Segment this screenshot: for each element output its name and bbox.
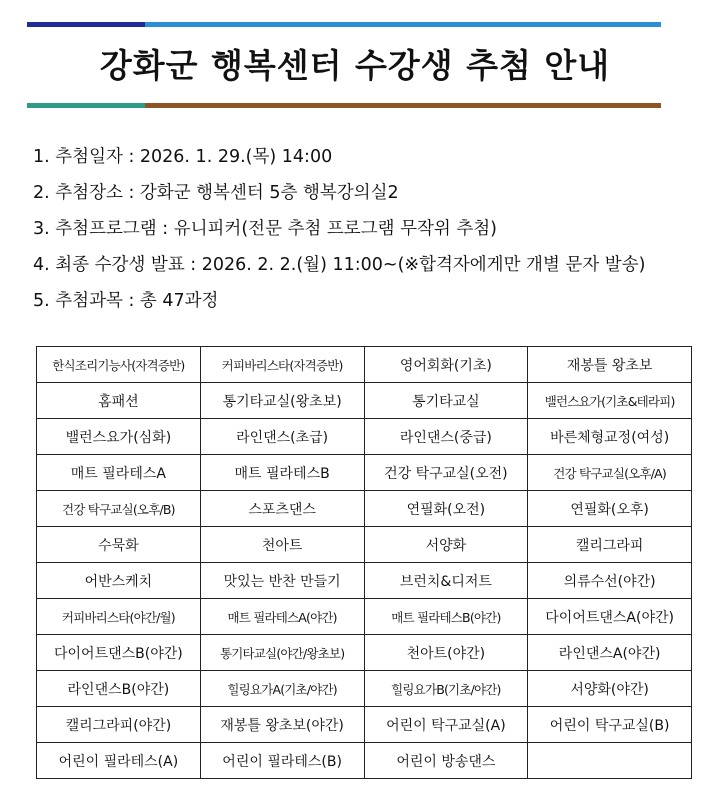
course-cell: 스포츠댄스 — [200, 491, 364, 527]
course-cell: 매트 필라테스A — [37, 455, 201, 491]
course-cell: 라인댄스A(야간) — [528, 635, 692, 671]
course-cell: 천아트 — [200, 527, 364, 563]
info-item-date: 1. 추첨일자 : 2026. 1. 29.(목) 14:00 — [33, 147, 333, 167]
course-cell: 건강 탁구교실(오후/B) — [37, 491, 201, 527]
course-cell: 영어회화(기초) — [364, 347, 528, 383]
course-cell: 캘리그라피 — [528, 527, 692, 563]
info-item-place: 2. 추첨장소 : 강화군 행복센터 5층 행복강의실2 — [33, 183, 399, 203]
course-cell: 라인댄스(초급) — [200, 419, 364, 455]
table-row — [37, 491, 692, 527]
table-row — [37, 563, 692, 599]
table-row — [37, 671, 692, 707]
table-row — [37, 707, 692, 743]
course-cell: 어린이 방송댄스 — [364, 743, 528, 779]
course-cell: 밸런스요가(심화) — [37, 419, 201, 455]
table-row — [37, 455, 692, 491]
lottery-info-list — [33, 142, 645, 322]
table-row — [37, 347, 692, 383]
table-row — [37, 743, 692, 779]
course-cell: 어린이 필라테스(B) — [200, 743, 364, 779]
course-cell: 캘리그라피(야간) — [37, 707, 201, 743]
course-cell: 매트 필라테스B — [200, 455, 364, 491]
course-cell: 어린이 탁구교실(A) — [364, 707, 528, 743]
table-row — [37, 527, 692, 563]
top-bar-dark-segment — [27, 22, 145, 27]
course-cell: 의류수선(야간) — [528, 563, 692, 599]
course-cell: 통기타교실(야간/왕초보) — [200, 635, 364, 671]
course-cell: 연필화(오전) — [364, 491, 528, 527]
top-bar-light-segment — [145, 22, 661, 27]
table-row — [37, 599, 692, 635]
info-item-announcement: 4. 최종 수강생 발표 : 2026. 2. 2.(월) 11:00~(※합격자에게만 개별 문자 발송) — [33, 255, 646, 275]
course-cell: 어린이 필라테스(A) — [37, 743, 201, 779]
course-cell: 홈패션 — [37, 383, 201, 419]
course-cell: 한식조리기능사(자격증반) — [37, 347, 201, 383]
course-cell — [528, 743, 692, 779]
course-cell: 다이어트댄스A(야간) — [528, 599, 692, 635]
course-cell: 통기타교실 — [364, 383, 528, 419]
bottom-bar-brown-segment — [145, 103, 661, 108]
course-cell: 커피바리스타(야간/월) — [37, 599, 201, 635]
course-cell: 맛있는 반찬 만들기 — [200, 563, 364, 599]
course-cell: 힐링요가B(기초/야간) — [364, 671, 528, 707]
info-item-subjects: 5. 추첨과목 : 총 47과정 — [33, 291, 219, 311]
course-cell: 통기타교실(왕초보) — [200, 383, 364, 419]
course-cell: 매트 필라테스A(야간) — [200, 599, 364, 635]
course-cell: 연필화(오후) — [528, 491, 692, 527]
top-accent-bar — [27, 22, 661, 27]
course-cell: 라인댄스(중급) — [364, 419, 528, 455]
table-row — [37, 635, 692, 671]
course-cell: 브런치&디저트 — [364, 563, 528, 599]
bottom-accent-bar — [27, 103, 661, 108]
course-cell: 다이어트댄스B(야간) — [37, 635, 201, 671]
bottom-bar-green-segment — [27, 103, 145, 108]
course-cell: 재봉틀 왕초보 — [528, 347, 692, 383]
page-title: 강화군 행복센터 수강생 추첨 안내 — [99, 46, 611, 85]
course-cell: 서양화(야간) — [528, 671, 692, 707]
course-cell: 서양화 — [364, 527, 528, 563]
course-cell: 건강 탁구교실(오후/A) — [528, 455, 692, 491]
course-cell: 바른체형교정(여성) — [528, 419, 692, 455]
course-cell: 천아트(야간) — [364, 635, 528, 671]
table-row — [37, 419, 692, 455]
course-cell: 힐링요가A(기초/야간) — [200, 671, 364, 707]
course-cell: 재봉틀 왕초보(야간) — [200, 707, 364, 743]
course-cell: 수묵화 — [37, 527, 201, 563]
info-item-program: 3. 추첨프로그램 : 유니피커(전문 추첨 프로그램 무작위 추첨) — [33, 219, 497, 239]
course-cell: 매트 필라테스B(야간) — [364, 599, 528, 635]
course-cell: 어반스케치 — [37, 563, 201, 599]
course-cell: 어린이 탁구교실(B) — [528, 707, 692, 743]
course-cell: 건강 탁구교실(오전) — [364, 455, 528, 491]
course-cell: 커피바리스타(자격증반) — [200, 347, 364, 383]
course-cell: 라인댄스B(야간) — [37, 671, 201, 707]
course-table — [36, 346, 692, 779]
course-cell: 밸런스요가(기초&테라피) — [528, 383, 692, 419]
table-row — [37, 383, 692, 419]
